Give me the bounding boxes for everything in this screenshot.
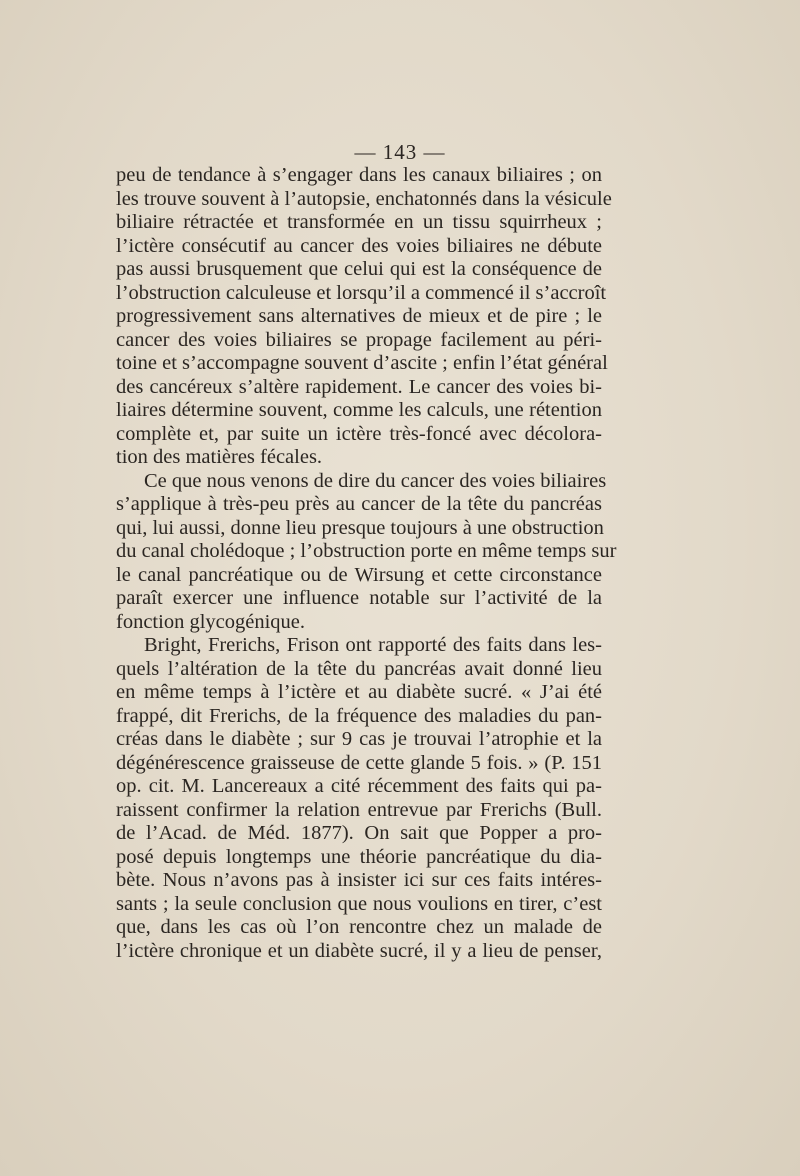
text-line: toine et s’accompagne souvent d’ascite ; enfin l’état général — [116, 352, 608, 374]
text-line: créas dans le diabète ; sur 9 cas je trouvai l’atrophie et la — [116, 728, 602, 750]
text-line: cancer des voies biliaires se propage facilement au péri- — [116, 328, 602, 351]
text-line: dégénérescence graisseuse de cette glande 5 fois. » (P. 151 — [116, 751, 602, 774]
text-line: Ce que nous venons de dire du cancer des voies biliaires — [144, 469, 607, 492]
text-line: de l’Acad. de Méd. 1877). On sait que Popper a pro- — [116, 822, 602, 844]
text-line: op. cit. M. Lancereaux a cité récemment des faits qui pa- — [116, 775, 602, 797]
text-line: fonction glycogénique. — [116, 610, 306, 633]
text-line: les trouve souvent à l’autopsie, enchatonnés dans la vésicule — [116, 187, 612, 210]
text-line: le canal pancréatique ou de Wirsung et cette circonstance — [116, 563, 602, 586]
page-number: — 143 — — [354, 140, 446, 164]
text-line: progressivement sans alternatives de mieux et de pire ; le — [116, 305, 602, 327]
text-line: paraît exercer une influence notable sur l’activité de la — [116, 587, 602, 609]
text-line: en même temps à l’ictère et au diabète sucré. « J’ai été — [116, 681, 602, 703]
text-line: s’applique à très-peu près au cancer de la tête du pancréas — [116, 493, 602, 515]
text-line: peu de tendance à s’engager dans les canaux biliaires ; on — [116, 164, 602, 186]
text-line: sants ; la seule conclusion que nous voulions en tirer, c’est — [116, 892, 602, 915]
text-line: l’ictère consécutif au cancer des voies biliaires ne débute — [116, 234, 602, 257]
text-line: pas aussi brusquement que celui qui est la conséquence de — [116, 258, 602, 280]
body-text — [116, 164, 617, 963]
text-line: posé depuis longtemps une théorie pancréatique du dia- — [116, 845, 602, 868]
text-line: des cancéreux s’altère rapidement. Le cancer des voies bi- — [116, 375, 602, 398]
text-line: Bright, Frerichs, Frison ont rapporté des faits dans les- — [144, 634, 602, 656]
text-line: l’ictère chronique et un diabète sucré, il y a lieu de penser, — [116, 939, 602, 962]
text-line: l’obstruction calculeuse et lorsqu’il a commencé il s’accroît — [116, 281, 607, 304]
text-line: que, dans les cas où l’on rencontre chez un malade de — [116, 916, 602, 938]
text-line: du canal cholédoque ; l’obstruction porte en même temps sur — [116, 540, 617, 562]
text-line: tion des matières fécales. — [116, 446, 323, 468]
text-line: complète et, par suite un ictère très-foncé avec décolora- — [116, 422, 602, 445]
text-line: bète. Nous n’avons pas à insister ici sur ces faits intéres- — [116, 869, 602, 891]
text-line: raissent confirmer la relation entrevue par Frerichs (Bull. — [116, 798, 602, 821]
text-line: frappé, dit Frerichs, de la fréquence des maladies du pan- — [116, 704, 602, 727]
text-line: liaires détermine souvent, comme les calculs, une rétention — [116, 399, 602, 421]
text-line: biliaire rétractée et transformée en un tissu squirrheux ; — [116, 211, 602, 233]
text-line: quels l’altération de la tête du pancréas avait donné lieu — [116, 657, 602, 680]
text-line: qui, lui aussi, donne lieu presque toujours à une obstruction — [116, 516, 604, 539]
